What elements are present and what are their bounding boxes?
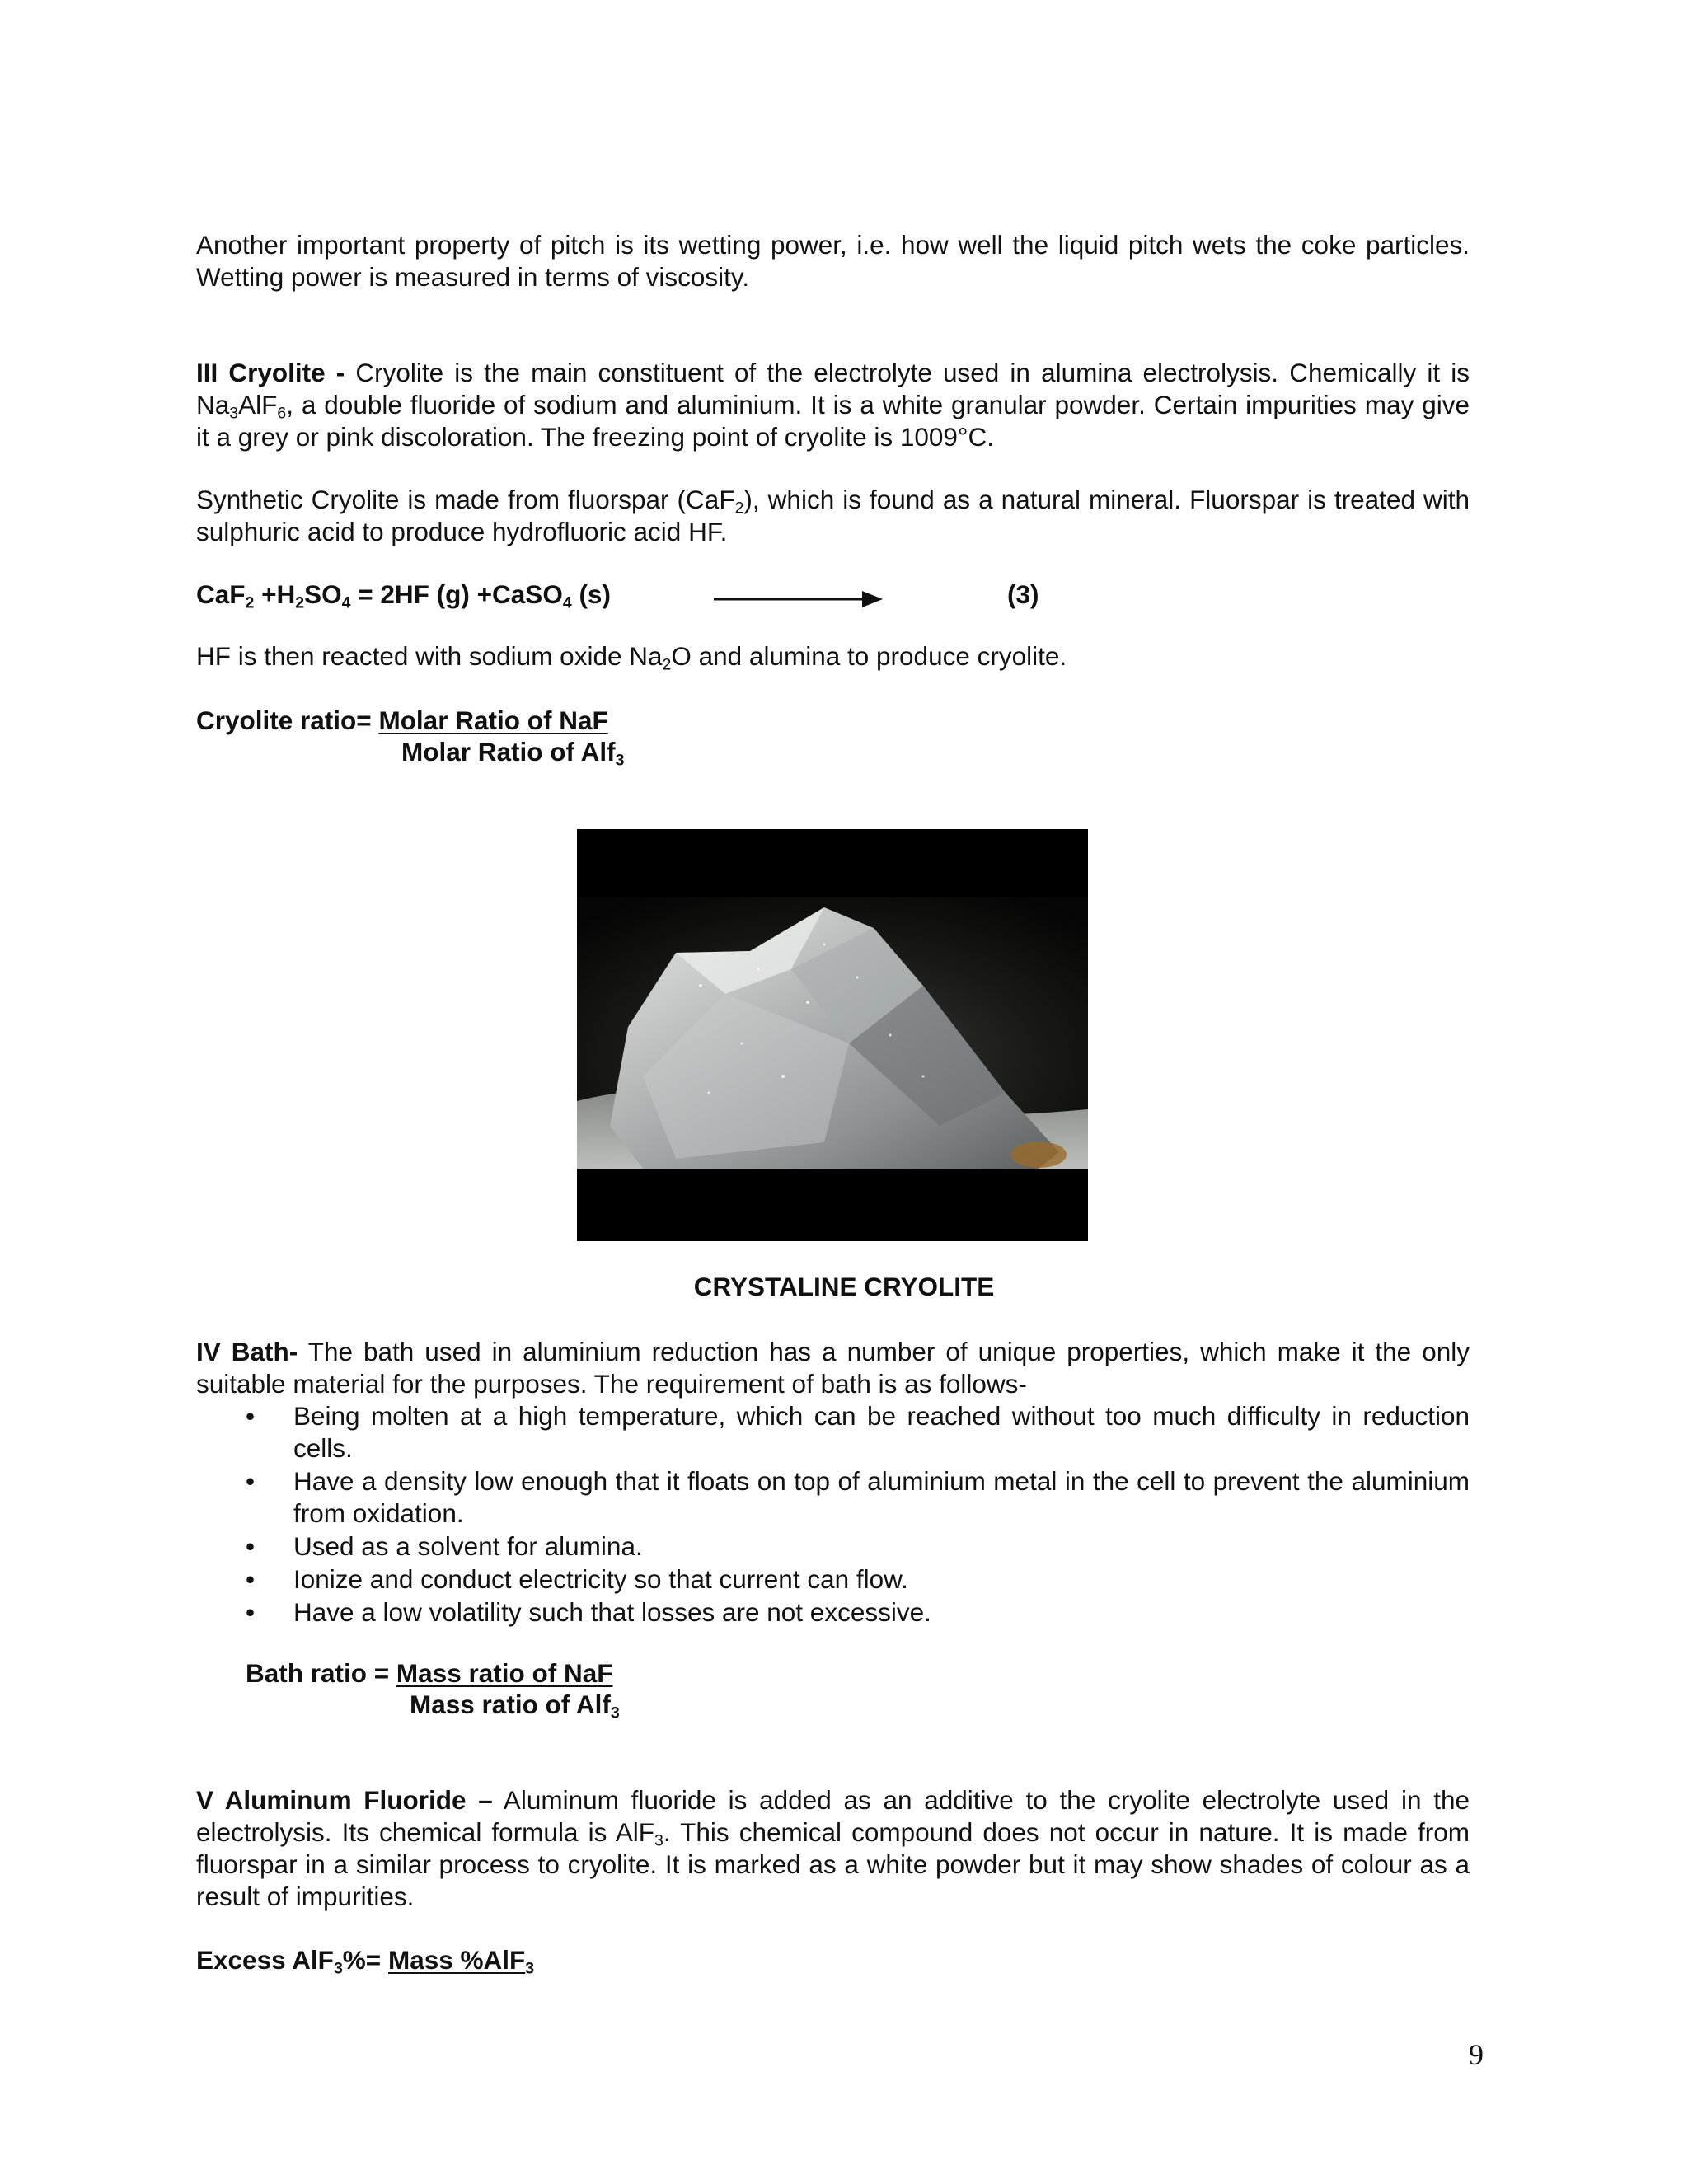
cryolite-photo <box>577 829 1088 1241</box>
excess-alf3-value: Mass %AlF$_3$ <box>387 1945 535 1978</box>
cryolite-ratio-label: Cryolite ratio= Molar Ratio of NaF <box>196 705 608 735</box>
aluminum-fluoride-paragraph: V Aluminum Fluoride – Aluminum fluoride is added as an additive to the cryolite electrolyte used in the electrolysis. Its chemical formula is AlF$_3$. This chemical compound does not occur in nature. It is made from fluorspar in a similar process to cryolite. It is marked as a white powder but it may show shades of colour as a result of impurities. <box>196 1785 1470 1911</box>
bath-requirements-list <box>196 1400 1470 1629</box>
bullet-icon: • <box>246 1401 256 1431</box>
cryolite-paragraph: III Cryolite - Cryolite is the main constituent of the electrolyte used in alumina electrolysis. Chemically it is $Na_3AlF_6$, a double fluoride of sodium and aluminium. It is a white granular powder. Certain impurities may give it a grey or pink discoloration. The freezing point of cryolite is 1009°C. <box>196 358 1470 452</box>
list-item: • Have a density low enough that it floats on top of aluminium metal in the cell to prevent the aluminium from oxidation. <box>246 1466 1470 1528</box>
synthetic-cryolite-paragraph: Synthetic Cryolite is made from fluorspar (CaF$_2$), which is found as a natural mineral. Fluorspar is treated with sulphuric acid to produce hydrofluoric acid HF. <box>196 485 1470 546</box>
list-item: • Ionize and conduct electricity so that current can flow. <box>246 1564 908 1594</box>
bullet-icon: • <box>246 1531 256 1561</box>
bath-ratio-denominator: Mass ratio of Alf$_3$ <box>410 1690 620 1722</box>
bullet-icon: • <box>246 1564 256 1594</box>
bullet-icon: • <box>246 1597 256 1627</box>
list-item: • Being molten at a high temperature, which can be reached without too much difficulty in reduction cells. <box>246 1401 1470 1463</box>
cryolite-crystal-illustration <box>577 829 1088 1241</box>
list-item: • Have a low volatility such that losses are not excessive. <box>246 1597 931 1627</box>
bath-paragraph: IV Bath- The bath used in aluminium reduction has a number of unique properties, which make it the only suitable material for the purposes. The requirement of bath is as follows- <box>196 1337 1470 1399</box>
bath-ratio-label: Bath ratio = Mass ratio of NaF <box>246 1658 613 1688</box>
cryolite-ratio-numerator: Molar Ratio of NaF <box>378 705 608 735</box>
list-item: • Used as a solvent for alumina. <box>246 1531 643 1561</box>
bath-ratio-numerator: Mass ratio of NaF <box>396 1658 613 1688</box>
equation-number: (3) <box>1007 579 1039 609</box>
pitch-paragraph: Another important property of pitch is its wetting power, i.e. how well the liquid pitch wets the coke particles. Wetting power is measured in terms of viscosity. <box>196 230 1470 292</box>
reaction-equation: $CaF_2 +H_2SO_4 = 2HF$ (g) +CaSO$_4$ (s) <box>196 579 611 612</box>
hf-reaction-line: HF is then reacted with sodium oxide $Na_2O$ and alumina to produce cryolite. <box>196 641 1067 674</box>
cryolite-heading: III Cryolite - <box>196 358 345 387</box>
reaction-arrow-icon <box>714 587 884 612</box>
bullet-icon: • <box>246 1466 256 1496</box>
bath-heading: IV Bath- <box>196 1337 298 1366</box>
page-number: 9 <box>1469 2038 1484 2071</box>
figure-caption: CRYSTALINE CRYOLITE <box>693 1272 995 1301</box>
aluminum-fluoride-heading: V Aluminum Fluoride – <box>196 1785 493 1815</box>
cryolite-ratio-denominator: Molar Ratio of Alf$_3$ <box>401 737 625 770</box>
excess-alf3-formula: Excess AlF$_3$%= Mass %AlF$_3$ <box>196 1945 535 1978</box>
